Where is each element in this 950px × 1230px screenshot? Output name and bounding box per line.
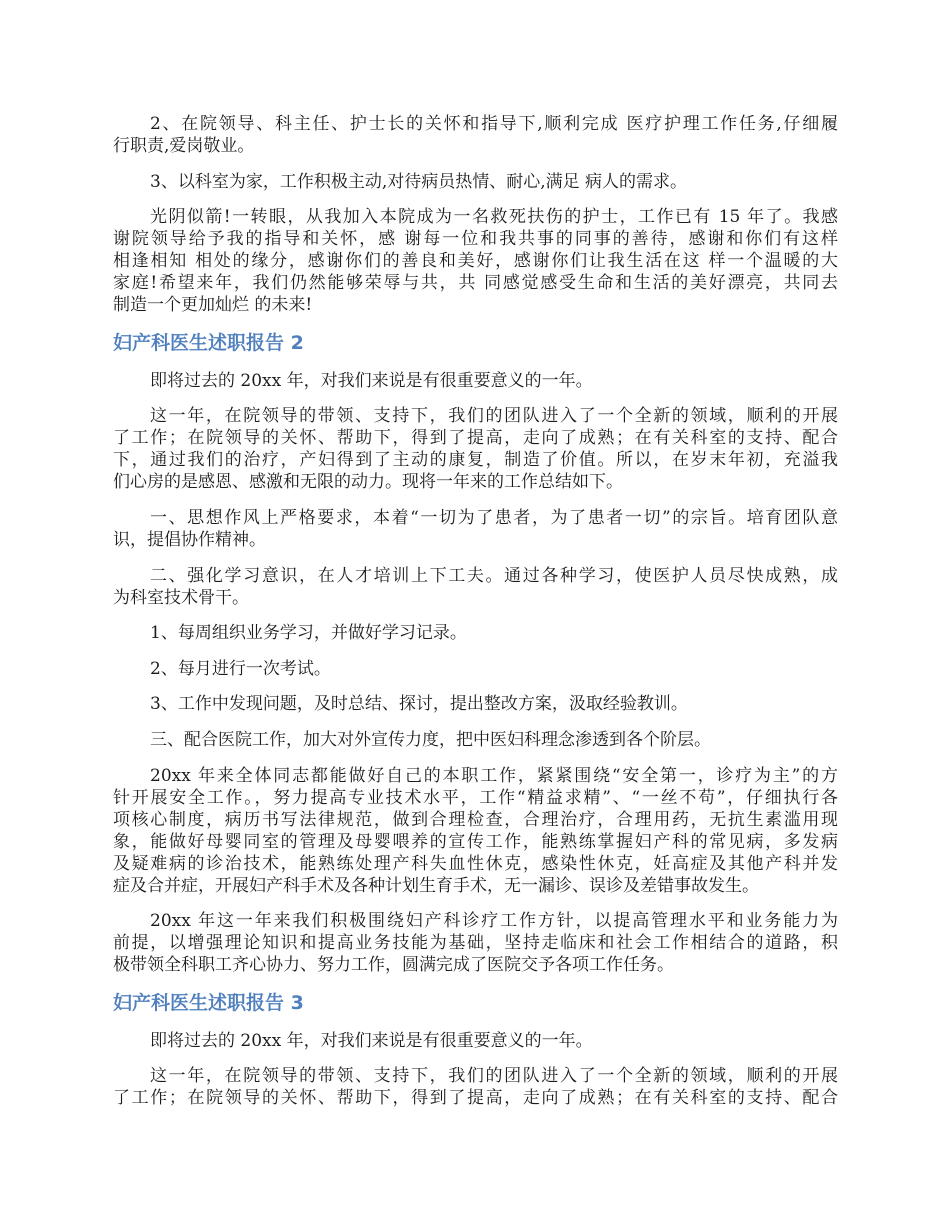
text-line: 这一年，在院领导的带领、支持下，我们的团队进入了一个全新的领域，顺利的开展 bbox=[150, 1066, 838, 1087]
paragraph bbox=[113, 171, 838, 193]
text-line: 2、在院领导、科主任、护士长的关怀和指导下,顺利完成 医疗护理工作任务,仔细履 bbox=[150, 114, 838, 134]
text-line: 们心房的是感恩、感激和无限的动力。现将一年来的工作总结如下。 bbox=[113, 472, 623, 493]
text-line: 即将过去的 20xx 年，对我们来说是有很重要意义的一年。 bbox=[150, 1030, 593, 1051]
paragraph bbox=[113, 910, 838, 976]
list-item bbox=[113, 658, 838, 680]
text-line: 项核心制度，病历书写法律规范，做到合理检查，合理治疗，合理用药，无抗生素滥用现 bbox=[113, 809, 838, 830]
text-line: 光阴似箭!一转眼，从我加入本院成为一名救死扶伤的护士，工作已有 15 年了。我感 bbox=[150, 207, 838, 228]
list-item bbox=[113, 693, 838, 715]
text-line: 三、配合医院工作，加大对外宣传力度，把中医妇科理念渗透到各个阶层。 bbox=[150, 729, 711, 750]
text-line: 20xx 年来全体同志都能做好自己的本职工作，紧紧围绕“安全第一，诊疗为主”的方 bbox=[150, 765, 838, 786]
text-line: 二、强化学习意识，在人才培训上下工夫。通过各种学习，使医护人员尽快成熟，成 bbox=[150, 565, 838, 586]
text-line: 为科室技术骨干。 bbox=[113, 587, 249, 608]
text-line: 谢院领导给予我的指导和关怀，感 谢每一位和我共事的同事的善待，感谢和你们有这样 bbox=[113, 229, 838, 250]
section-heading: 妇产科医生述职报告 3 bbox=[113, 992, 304, 1015]
text-line: 症及合并症，开展妇产科手术及各种计划生育手术，无一漏诊、误诊及差错事故发生。 bbox=[113, 875, 759, 896]
text-line: 一、思想作风上严格要求，本着“一切为了患者，为了患者一切”的宗旨。培育团队意 bbox=[150, 507, 838, 528]
paragraph bbox=[113, 765, 838, 897]
text-line: 家庭!希望来年，我们仍然能够荣辱与共，共 同感觉感受生命和生活的美好漂亮，共同去 bbox=[113, 273, 838, 294]
list-item bbox=[113, 622, 838, 644]
paragraph bbox=[113, 370, 838, 392]
paragraph bbox=[113, 507, 838, 551]
text-line: 这一年，在院领导的带领、支持下，我们的团队进入了一个全新的领域，顺利的开展 bbox=[150, 406, 838, 427]
paragraph bbox=[113, 405, 838, 493]
text-line: 下，通过我们的治疗，产妇得到了主动的康复，制造了价值。所以，在岁末年初，充溢我 bbox=[113, 450, 838, 471]
text-line: 极带领全科职工齐心协力、努力工作，圆满完成了医院交予各项工作任务。 bbox=[113, 955, 674, 976]
text-line: 即将过去的 20xx 年，对我们来说是有很重要意义的一年。 bbox=[150, 370, 593, 391]
text-line: 了工作；在院领导的关怀、帮助下，得到了提高，走向了成熟；在有关科室的支持、配合 bbox=[113, 428, 838, 449]
text-line: 行职责,爱岗敬业。 bbox=[113, 136, 255, 156]
paragraph bbox=[113, 1030, 838, 1052]
paragraph bbox=[113, 565, 838, 609]
text-line: 及疑难病的诊治技术，能熟练处理产科失血性休克，感染性休克，妊高症及其他产科并发 bbox=[113, 853, 838, 874]
text-line: 识，提倡协作精神。 bbox=[113, 529, 266, 550]
text-line: 前提，以增强理论知识和提高业务技能为基础，坚持走临床和社会工作相结合的道路，积 bbox=[113, 933, 838, 954]
section-heading: 妇产科医生述职报告 2 bbox=[113, 332, 304, 355]
text-line: 相逢相知 相处的缘分，感谢你们的善良和美好，感谢你们让我生活在这 样一个温暖的大 bbox=[113, 251, 838, 272]
text-line: 针开展安全工作。，努力提高专业技术水平，工作“精益求精”、“一丝不苟”，仔细执行各 bbox=[113, 787, 838, 808]
text-line: 了工作；在院领导的关怀、帮助下，得到了提高，走向了成熟；在有关科室的支持、配合 bbox=[113, 1088, 838, 1109]
paragraph bbox=[113, 729, 838, 751]
text-line: 象，能做好母婴同室的管理及母婴喂养的宣传工作，能熟练掌握妇产科的常见病，多发病 bbox=[113, 831, 838, 852]
paragraph bbox=[113, 113, 838, 157]
text-line: 3、工作中发现问题，及时总结、探讨，提出整改方案，汲取经验教训。 bbox=[150, 694, 688, 715]
text-line: 制造一个更加灿烂 的未来! bbox=[113, 295, 313, 316]
paragraph bbox=[113, 206, 838, 316]
text-line: 2、每月进行一次考试。 bbox=[150, 658, 331, 679]
text-line: 1、每周组织业务学习，并做好学习记录。 bbox=[150, 623, 467, 644]
paragraph bbox=[113, 1065, 838, 1109]
text-line: 20xx 年这一年来我们积极围绕妇产科诊疗工作方针，以提高管理水平和业务能力为 bbox=[150, 911, 838, 932]
text-line: 3、以科室为家，工作积极主动,对待病员热情、耐心,满足 病人的需求。 bbox=[150, 171, 688, 192]
document-page bbox=[113, 113, 838, 1123]
